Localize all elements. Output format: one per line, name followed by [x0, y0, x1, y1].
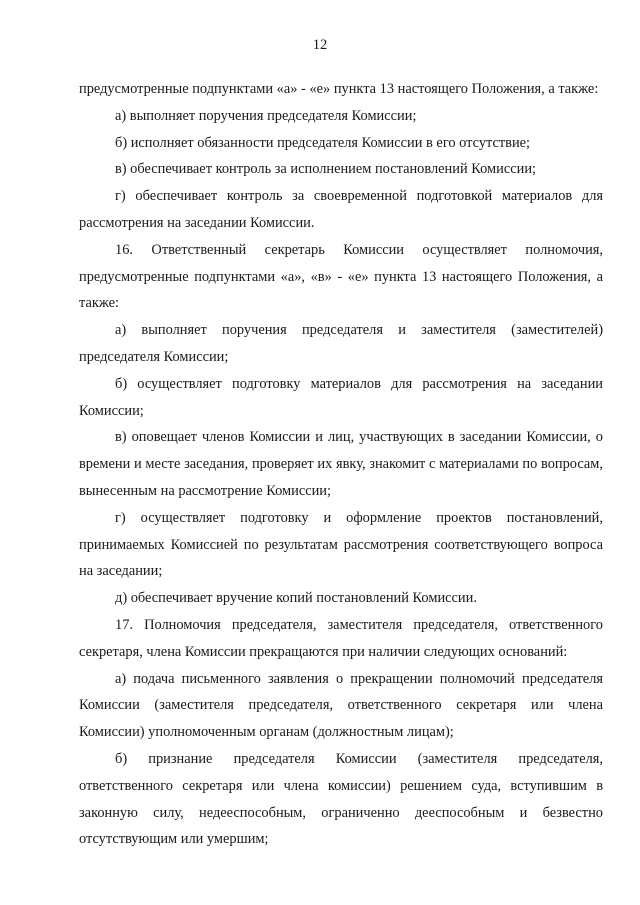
paragraph-16v: в) оповещает членов Комиссии и лиц, участвующих в заседании Комиссии, о времени и месте заседания, проверяет их явку, знакомит с материалами по вопросам, вынесенным на рассмотрение Комиссии;: [79, 429, 603, 499]
paragraph-17a: а) подача письменного заявления о прекращении полномочий председателя Комиссии (заместителя председателя, ответственного секретаря или члена Комиссии) уполномоченным органам (должностным лицам);: [79, 670, 603, 741]
paragraph-17: 17. Полномочия председателя, заместителя председателя, ответственного секретаря, члена Комиссии прекращаются при наличии следующих оснований:: [79, 616, 603, 660]
paragraph-15v: в) обеспечивает контроль за исполнением постановлений Комиссии;: [115, 161, 537, 178]
paragraph-continuation: предусмотренные подпунктами «а» - «е» пункта 13 настоящего Положения, а также:: [79, 81, 599, 97]
paragraph-16: 16. Ответственный секретарь Комиссии осуществляет полномочия, предусмотренные подпунктами «а», «в» - «е» пункта 13 настоящего Положения, а также:: [79, 241, 603, 312]
paragraph-15a: а) выполняет поручения председателя Комиссии;: [115, 107, 417, 124]
page-number: 12: [312, 37, 328, 53]
paragraph-17b: б) признание председателя Комиссии (заместителя председателя, ответственного секретаря или члена комиссии) решением суда, вступившим в законную силу, недееспособным, ограниченно дееспособным и безвестно отсутствующим или умершим;: [79, 750, 603, 848]
paragraph-16d: д) обеспечивает вручение копий постановлений Комиссии.: [115, 590, 477, 607]
paragraph-16b: б) осуществляет подготовку материалов для рассмотрения на заседании Комиссии;: [79, 375, 603, 419]
paragraph-16a: а) выполняет поручения председателя и заместителя (заместителей) председателя Комиссии;: [79, 322, 603, 365]
paragraph-15g: г) обеспечивает контроль за своевременной подготовкой материалов для рассмотрения на заседании Комиссии.: [79, 188, 603, 231]
paragraph-15b: б) исполняет обязанности председателя Комиссии в его отсутствие;: [115, 134, 531, 151]
document-body: [79, 76, 603, 853]
paragraph-16g: г) осуществляет подготовку и оформление проектов постановлений, принимаемых Комиссией по результатам рассмотрения соответствующего вопроса на заседании;: [79, 509, 603, 580]
